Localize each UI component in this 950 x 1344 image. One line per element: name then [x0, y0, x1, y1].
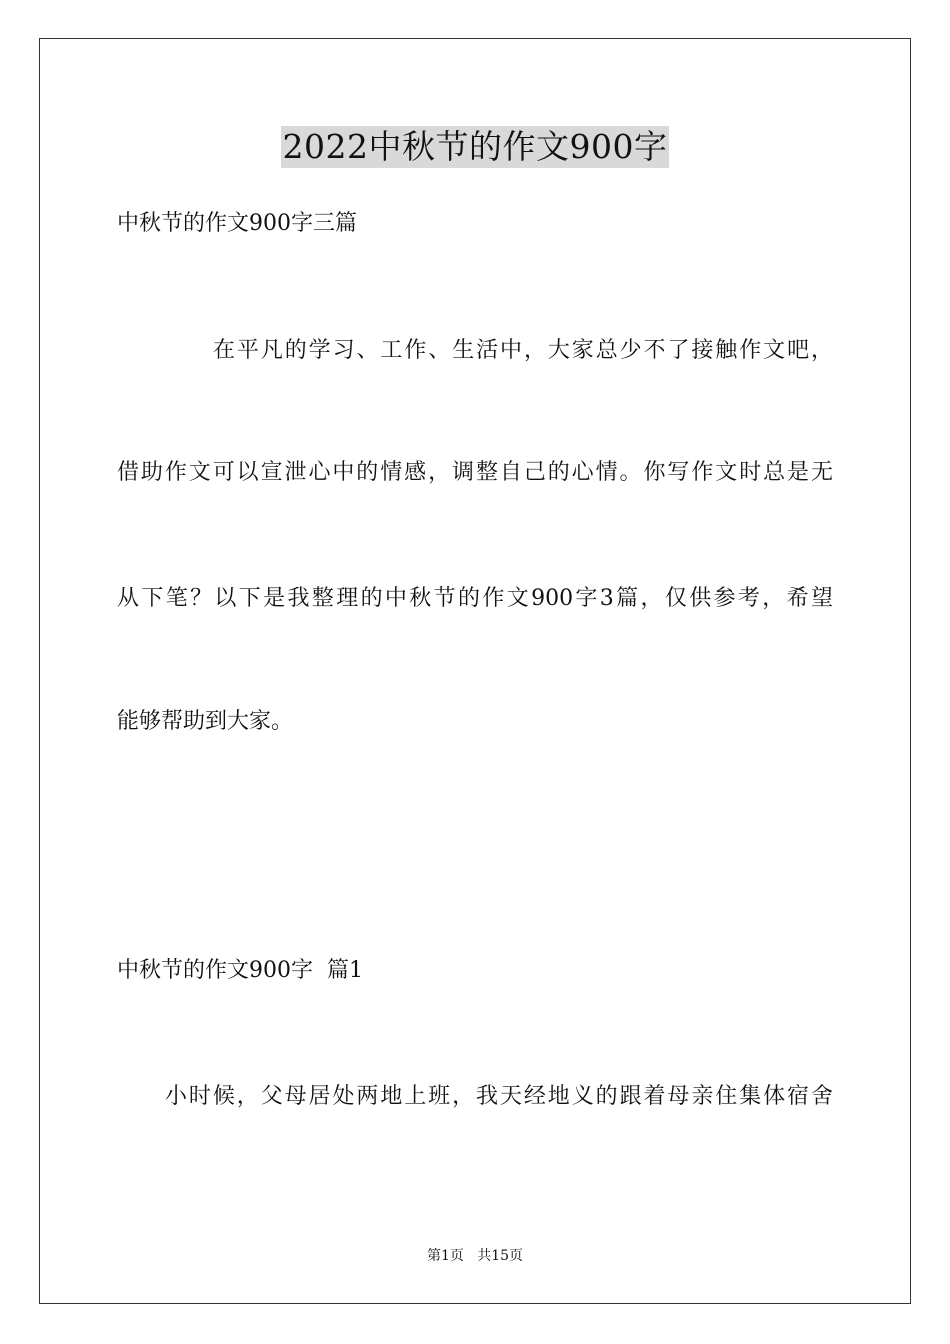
page-number-footer: 第1页 共15页: [426, 1248, 524, 1264]
section-heading: 中秋节的作文900字 篇1: [117, 958, 363, 983]
document-title: 2022中秋节的作文900字: [282, 127, 668, 166]
intro-paragraph-line-3: 从下笔？以下是我整理的中秋节的作文900字3篇，仅供参考，希望: [117, 586, 833, 611]
title-area: [0, 126, 950, 168]
intro-paragraph-line-2: 借助作文可以宣泄心中的情感，调整自己的心情。你写作文时总是无: [117, 460, 833, 485]
document-subtitle: 中秋节的作文900字三篇: [117, 211, 357, 236]
intro-paragraph-line-1: 在平凡的学习、工作、生活中，大家总少不了接触作文吧，: [213, 338, 833, 363]
section-paragraph-line-1: 小时候，父母居处两地上班，我天经地义的跟着母亲住集体宿舍: [165, 1084, 833, 1109]
intro-paragraph-line-4: 能够帮助到大家。: [117, 709, 294, 734]
